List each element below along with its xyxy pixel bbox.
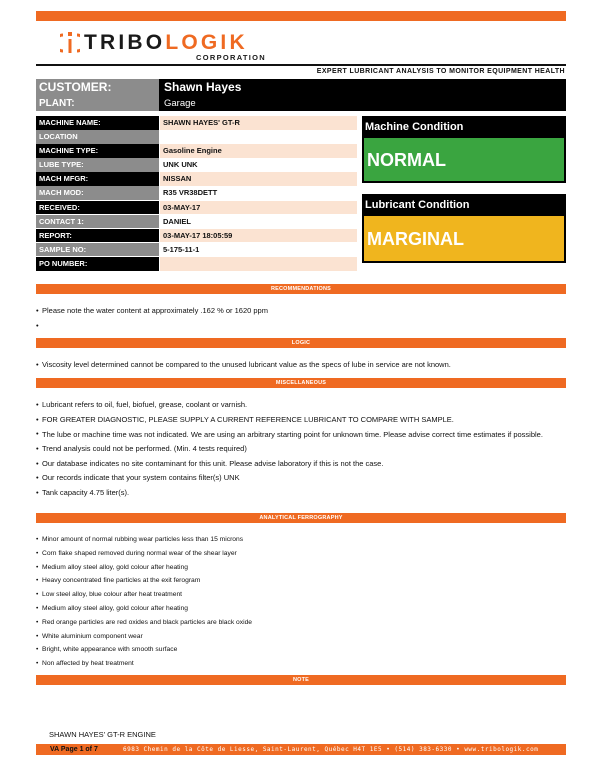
info-label: LUBE TYPE:: [36, 158, 159, 172]
recommendations-list: [36, 304, 566, 319]
plant-row: [36, 96, 566, 111]
lubricant-condition-header: Lubricant Condition: [362, 194, 566, 216]
info-value: DANIEL: [160, 215, 357, 229]
list-item: • Lubricant refers to oil, fuel, biofuel, grease, coolant or varnish.: [36, 398, 566, 413]
machine-info-table: [36, 116, 357, 271]
list-item: • Red orange particles are red oxides and black particles are black oxide: [36, 616, 566, 630]
logic-list: [36, 358, 566, 373]
list-item: • Heavy concentrated fine particles at the exit ferogram: [36, 574, 566, 588]
info-label: MACH MOD:: [36, 186, 159, 200]
footer-bar: [36, 744, 566, 755]
list-item: • Please note the water content at approximately .162 % or 1620 ppm: [36, 304, 566, 319]
customer-value: Shawn Hayes: [164, 80, 242, 94]
info-row-mach-mod: [36, 186, 357, 200]
list-item: • White aluminium component wear: [36, 630, 566, 644]
list-item: • FOR GREATER DIAGNOSTIC, PLEASE SUPPLY A CURRENT REFERENCE LUBRICANT TO COMPARE WITH SAMPLE.: [36, 413, 566, 428]
info-label: RECEIVED:: [36, 201, 159, 215]
header-divider: [36, 64, 566, 66]
info-label: MACHINE TYPE:: [36, 144, 159, 158]
list-item: • Medium alloy steel alloy, gold colour after heating: [36, 561, 566, 575]
list-item: • Corn flake shaped removed during normal wear of the shear layer: [36, 547, 566, 561]
info-row-received: [36, 201, 357, 215]
footer-title: SHAWN HAYES' GT-R ENGINE: [49, 730, 156, 739]
list-item: • Viscosity level determined cannot be compared to the unused lubricant value as the specs of lube in service are not known.: [36, 358, 566, 373]
info-value: [160, 257, 357, 271]
list-item: • Trend analysis could not be performed. (Min. 4 tests required): [36, 442, 566, 457]
info-row-sample-no: [36, 243, 357, 257]
customer-label: CUSTOMER:: [36, 79, 159, 96]
list-item: • Our database indicates no site contaminant for this unit. Please advise laboratory if this is not the case.: [36, 457, 566, 472]
customer-block: [36, 79, 566, 111]
info-label: MACH MFGR:: [36, 172, 159, 186]
info-row-machine-type: [36, 144, 357, 158]
info-row-contact: [36, 215, 357, 229]
info-value: SHAWN HAYES' GT-R: [160, 116, 357, 130]
info-value: 03-MAY-17 18:05:59: [160, 229, 357, 243]
tagline: EXPERT LUBRICANT ANALYSIS TO MONITOR EQUIPMENT HEALTH: [316, 68, 565, 75]
info-label: MACHINE NAME:: [36, 116, 159, 130]
list-item: • Our records indicate that your system contains filter(s) UNK: [36, 471, 566, 486]
logo-wordmark: TRIBOLOGIK: [84, 31, 248, 54]
ferrography-list: [36, 533, 566, 671]
lubricant-condition-status: MARGINAL: [362, 216, 566, 263]
info-label: PO NUMBER:: [36, 257, 159, 271]
logo-corporation: CORPORATION: [196, 53, 266, 62]
note-header: NOTE: [36, 675, 566, 685]
info-row-po-number: [36, 257, 357, 271]
info-row-lube-type: [36, 158, 357, 172]
logic-header: LOGIC: [36, 338, 566, 348]
info-value: R35 VR38DETT: [160, 186, 357, 200]
page-number: VA Page 1 of 7: [50, 746, 98, 753]
miscellaneous-list: [36, 398, 566, 501]
list-item: • Bright, white appearance with smooth surface: [36, 643, 566, 657]
info-value: NISSAN: [160, 172, 357, 186]
info-value: 03-MAY-17: [160, 201, 357, 215]
plant-value: Garage: [164, 98, 196, 109]
ferrography-header: ANALYTICAL FERROGRAPHY: [36, 513, 566, 523]
info-label: REPORT:: [36, 229, 159, 243]
info-value: Gasoline Engine: [160, 144, 357, 158]
plant-label: PLANT:: [36, 96, 159, 111]
info-row-mach-mfgr: [36, 172, 357, 186]
info-label: SAMPLE NO:: [36, 243, 159, 257]
recommendations-header: RECOMMENDATIONS: [36, 284, 566, 294]
list-item: • The lube or machine time was not indicated. We are using an arbitrary starting point for unknown time. Please advise correct time estimates if possible.: [36, 427, 566, 442]
machine-condition-status: NORMAL: [362, 138, 566, 183]
list-item: • Low steel alloy, blue colour after heat treatment: [36, 588, 566, 602]
list-item: • Non affected by heat treatment: [36, 657, 566, 671]
machine-condition-header: Machine Condition: [362, 116, 566, 138]
info-value: 5-175-11-1: [160, 243, 357, 257]
info-row-machine-name: [36, 116, 357, 130]
info-label: CONTACT 1:: [36, 215, 159, 229]
top-accent-bar: [36, 11, 566, 21]
list-item: • Medium alloy steel alloy, gold colour after heating: [36, 602, 566, 616]
info-label: LOCATION: [36, 130, 159, 144]
footer-address: 6983 Chemin de la Côte de Liesse, Saint-Laurent, Québec H4T 1E5 • (514) 383-6330 • www.tribologik.com: [123, 746, 539, 753]
tribologik-logo-icon: [60, 31, 80, 55]
list-item: • Minor amount of normal rubbing wear particles less than 15 microns: [36, 533, 566, 547]
info-value: [160, 130, 357, 144]
info-row-location: [36, 130, 357, 144]
info-value: UNK UNK: [160, 158, 357, 172]
list-item: • Tank capacity 4.75 liter(s).: [36, 486, 566, 501]
customer-row: [36, 79, 566, 95]
miscellaneous-header: MISCELLANEOUS: [36, 378, 566, 388]
info-row-report: [36, 229, 357, 243]
